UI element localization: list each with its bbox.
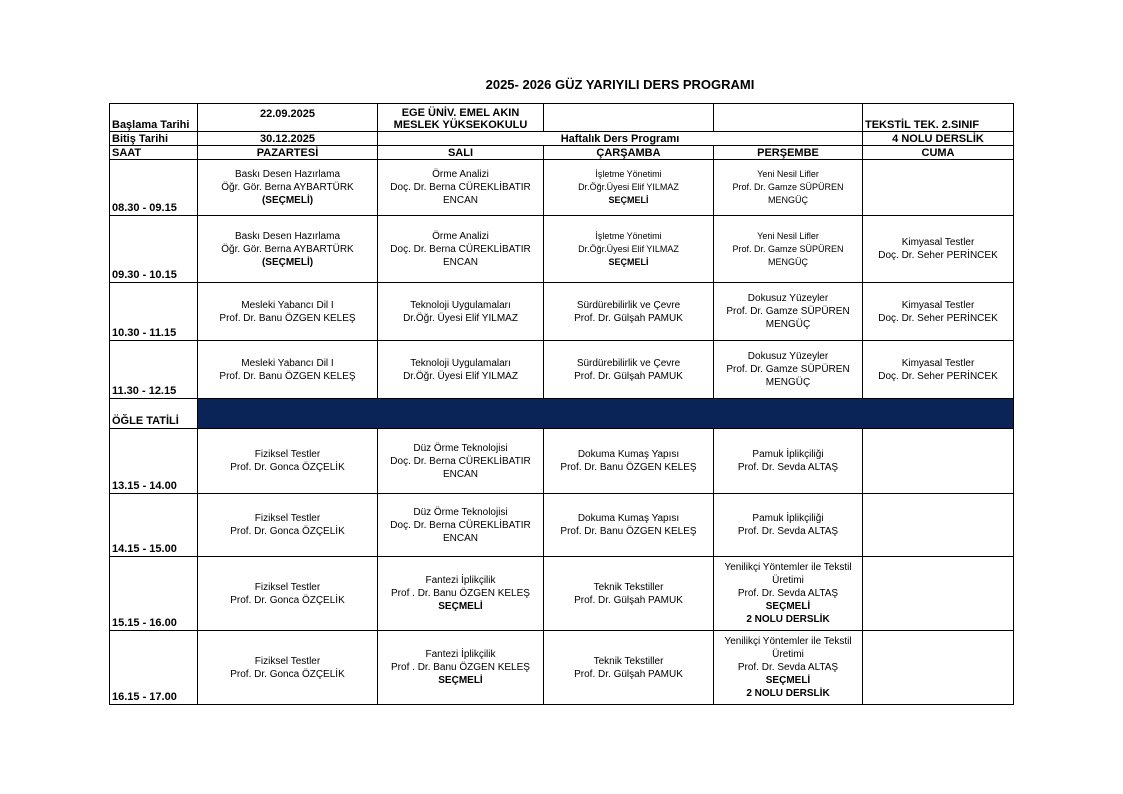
department: TEKSTİL TEK. 2.SINIF (863, 104, 1014, 132)
course-line: MENGÜÇ (768, 195, 808, 205)
room: 4 NOLU DERSLİK (863, 132, 1014, 146)
course-line: Prof. Dr. Banu ÖZGEN KELEŞ (219, 312, 356, 324)
course-line: Doç. Dr. Berna CÜREKLİBATIR (390, 243, 531, 255)
course-line: Sürdürebilirlik ve Çevre (576, 299, 681, 311)
time-slot: 09.30 - 10.15 (110, 216, 198, 283)
course-cell-pazartesi (198, 631, 378, 705)
course-line: Dokuma Kumaş Yapısı (577, 513, 680, 524)
course-cell-sali (378, 283, 544, 341)
course-cell-persembe (714, 557, 863, 631)
course-cell-sali (378, 341, 544, 399)
course-line: Fantezi İplikçilik (425, 649, 496, 660)
course-line: Prof. Dr. Gonca ÖZÇELİK (230, 594, 345, 606)
course-line: 2 NOLU DERSLİK (746, 614, 830, 625)
course-cell-persembe (714, 429, 863, 494)
course-cell-pazartesi (198, 557, 378, 631)
course-line: Prof. Dr. Sevda ALTAŞ (737, 462, 839, 473)
course-line: Doç. Dr. Seher PERİNCEK (878, 250, 998, 261)
course-line: (SEÇMELİ) (261, 195, 314, 206)
course-cell-carsamba (544, 494, 714, 557)
course-cell-carsamba (544, 216, 714, 283)
course-line: SEÇMELİ (608, 195, 649, 205)
course-line: Teknoloji Uygulamaları (410, 299, 511, 311)
course-line: Doç. Dr. Seher PERİNCEK (878, 312, 998, 324)
course-cell-pazartesi (198, 429, 378, 494)
course-line: MENGÜÇ (765, 319, 811, 330)
course-line: Teknoloji Uygulamaları (410, 357, 511, 369)
course-line: Prof. Dr. Sevda ALTAŞ (737, 526, 839, 537)
course-cell-carsamba (544, 283, 714, 341)
course-line: MENGÜÇ (765, 377, 811, 388)
course-cell-persembe (714, 216, 863, 283)
course-cell-pazartesi (198, 160, 378, 216)
course-line: Kimyasal Testler (901, 357, 975, 369)
course-cell-cuma (863, 283, 1014, 341)
course-cell-cuma (863, 631, 1014, 705)
course-line: Fiziksel Testler (254, 655, 321, 667)
course-line: Prof. Dr. Banu ÖZGEN KELEŞ (560, 526, 697, 537)
course-line: Sürdürebilirlik ve Çevre (576, 357, 681, 369)
course-line: Prof. Dr. Gülşah PAMUK (574, 668, 683, 680)
table-row (110, 283, 1014, 341)
course-cell-carsamba (544, 631, 714, 705)
header-persembe: PERŞEMBE (714, 146, 863, 160)
course-cell-persembe (714, 494, 863, 557)
course-line: Dokuma Kumaş Yapısı (577, 449, 680, 460)
course-cell-carsamba (544, 341, 714, 399)
header-pazartesi: PAZARTESİ (198, 146, 378, 160)
course-line: Prof. Dr. Gamze SÜPÜREN (726, 364, 850, 375)
course-cell-cuma (863, 160, 1014, 216)
course-line: Prof. Dr. Gamze SÜPÜREN (726, 306, 850, 317)
course-line: Prof. Dr. Sevda ALTAŞ (737, 588, 839, 599)
course-line: Fiziksel Testler (254, 581, 321, 593)
course-line: Teknik Tekstiller (593, 655, 664, 667)
course-line: Yenilikçi Yöntemler ile Tekstil (724, 562, 852, 573)
course-line: Düz Örme Teknolojisi (413, 442, 508, 454)
course-line: Öğr. Gör. Berna AYBARTÜRK (221, 243, 354, 255)
course-line: Dr.Öğr. Üyesi Elif YILMAZ (403, 370, 518, 382)
header-saat: SAAT (110, 146, 198, 160)
course-line: Prof. Dr. Gülşah PAMUK (574, 594, 683, 606)
header-cuma: CUMA (863, 146, 1014, 160)
course-line: Üretimi (772, 575, 804, 586)
course-cell-persembe (714, 341, 863, 399)
course-cell-pazartesi (198, 216, 378, 283)
course-line: Prof. Dr. Gamze SÜPÜREN (732, 243, 844, 254)
page-title: 2025- 2026 GÜZ YARIYILI DERS PROGRAMI (485, 77, 755, 92)
course-line: Prof . Dr. Banu ÖZGEN KELEŞ (391, 588, 530, 599)
course-line: Üretimi (772, 649, 804, 660)
course-cell-sali (378, 631, 544, 705)
course-line: ENCAN (442, 256, 478, 268)
course-line: Dokusuz Yüzeyler (747, 351, 829, 362)
course-cell-cuma (863, 494, 1014, 557)
course-cell-cuma (863, 429, 1014, 494)
time-slot: 11.30 - 12.15 (110, 341, 198, 399)
school-name: EGE ÜNİV. EMEL AKIN MESLEK YÜKSEKOKULU (378, 104, 544, 132)
course-line: İşletme Yönetimi (595, 230, 662, 241)
course-line: Prof. Dr. Gonca ÖZÇELİK (230, 462, 345, 473)
course-line: Örme Analizi (432, 230, 489, 242)
schedule-table (109, 103, 1014, 705)
course-line: Prof. Dr. Banu ÖZGEN KELEŞ (219, 370, 356, 382)
course-line: Yeni Nesil Lifler (757, 230, 819, 241)
course-line: Doç. Dr. Berna CÜREKLİBATIR (390, 182, 531, 193)
table-row (110, 216, 1014, 283)
course-cell-cuma (863, 341, 1014, 399)
course-line: Yenilikçi Yöntemler ile Tekstil (724, 636, 852, 647)
course-line: Doç. Dr. Berna CÜREKLİBATIR (390, 519, 531, 531)
table-row (110, 494, 1014, 557)
course-line: Prof. Dr. Gonca ÖZÇELİK (230, 526, 345, 537)
start-date: 22.09.2025 (198, 104, 378, 132)
lunch-label: ÖĞLE TATİLİ (110, 399, 198, 429)
course-line: Doç. Dr. Berna CÜREKLİBATIR (390, 455, 531, 467)
course-cell-carsamba (544, 557, 714, 631)
course-line: Prof. Dr. Gonca ÖZÇELİK (230, 668, 345, 680)
time-slot: 15.15 - 16.00 (110, 557, 198, 631)
course-line: Pamuk İplikçiliği (752, 513, 824, 524)
end-date: 30.12.2025 (198, 132, 378, 146)
course-cell-sali (378, 429, 544, 494)
time-slot: 10.30 - 11.15 (110, 283, 198, 341)
course-line: Mesleki Yabancı Dil I (241, 357, 334, 369)
course-line: ENCAN (442, 195, 478, 206)
program-label: Haftalık Ders Programı (378, 132, 863, 146)
header-sali: SALI (378, 146, 544, 160)
end-date-row (110, 132, 1014, 146)
course-cell-pazartesi (198, 494, 378, 557)
course-cell-cuma (863, 216, 1014, 283)
course-line: Fantezi İplikçilik (425, 575, 496, 586)
time-slot: 08.30 - 09.15 (110, 160, 198, 216)
header-carsamba: ÇARŞAMBA (544, 146, 714, 160)
course-cell-persembe (714, 631, 863, 705)
start-label: Başlama Tarihi (110, 104, 198, 132)
course-line: Baskı Desen Hazırlama (234, 169, 341, 180)
course-line: (SEÇMELİ) (261, 256, 314, 268)
course-line: Prof. Dr. Gülşah PAMUK (574, 370, 683, 382)
school-name-cont (544, 104, 714, 132)
course-line: Yeni Nesil Lifler (757, 169, 819, 179)
table-row (110, 429, 1014, 494)
course-line: ENCAN (442, 532, 478, 544)
course-line: İşletme Yönetimi (595, 169, 662, 179)
lunch-band (198, 399, 1014, 429)
day-header-row (110, 146, 1014, 160)
table-row (110, 631, 1014, 705)
course-line: Fiziksel Testler (254, 513, 321, 524)
course-line: Kimyasal Testler (901, 299, 975, 311)
course-line: Mesleki Yabancı Dil I (241, 299, 334, 311)
table-row (110, 557, 1014, 631)
course-line: SEÇMELİ (765, 675, 811, 686)
start-date-row (110, 104, 1014, 132)
course-line: ENCAN (442, 468, 478, 480)
info-empty-cell (714, 104, 863, 132)
course-line: SEÇMELİ (438, 675, 483, 686)
course-line: Dr.Öğr.Üyesi Elif YILMAZ (578, 243, 679, 254)
course-line: Prof . Dr. Banu ÖZGEN KELEŞ (391, 662, 530, 673)
course-cell-pazartesi (198, 341, 378, 399)
course-line: Kimyasal Testler (901, 237, 975, 248)
course-cell-sali (378, 160, 544, 216)
course-line: Öğr. Gör. Berna AYBARTÜRK (221, 182, 354, 193)
course-line: Örme Analizi (432, 169, 489, 180)
course-line: Doç. Dr. Seher PERİNCEK (878, 370, 998, 382)
course-cell-sali (378, 494, 544, 557)
course-line: Dr.Öğr.Üyesi Elif YILMAZ (578, 182, 679, 192)
course-line: Prof. Dr. Sevda ALTAŞ (737, 662, 839, 673)
course-line: Prof. Dr. Gülşah PAMUK (574, 312, 683, 324)
time-slot: 14.15 - 15.00 (110, 494, 198, 557)
course-line: MENGÜÇ (768, 256, 808, 267)
course-line: Teknik Tekstiller (593, 581, 664, 593)
course-cell-persembe (714, 160, 863, 216)
course-line: Pamuk İplikçiliği (752, 449, 824, 460)
course-line: SEÇMELİ (608, 256, 649, 267)
course-cell-persembe (714, 283, 863, 341)
course-line: Prof. Dr. Banu ÖZGEN KELEŞ (560, 462, 697, 473)
course-line: Prof. Dr. Gamze SÜPÜREN (732, 182, 844, 192)
course-line: SEÇMELİ (438, 601, 483, 612)
table-row (110, 160, 1014, 216)
course-cell-sali (378, 216, 544, 283)
lunch-row (110, 399, 1014, 429)
course-cell-carsamba (544, 429, 714, 494)
course-line: Düz Örme Teknolojisi (413, 506, 508, 518)
course-line: Dr.Öğr. Üyesi Elif YILMAZ (403, 312, 518, 324)
time-slot: 13.15 - 14.00 (110, 429, 198, 494)
course-line: SEÇMELİ (765, 601, 811, 612)
course-line: 2 NOLU DERSLİK (746, 688, 830, 699)
course-line: Baskı Desen Hazırlama (234, 230, 341, 242)
end-label: Bitiş Tarihi (110, 132, 198, 146)
time-slot: 16.15 - 17.00 (110, 631, 198, 705)
table-row (110, 341, 1014, 399)
course-line: Fiziksel Testler (254, 449, 321, 460)
course-line: Dokusuz Yüzeyler (747, 293, 829, 304)
course-cell-pazartesi (198, 283, 378, 341)
course-cell-carsamba (544, 160, 714, 216)
course-cell-cuma (863, 557, 1014, 631)
course-cell-sali (378, 557, 544, 631)
